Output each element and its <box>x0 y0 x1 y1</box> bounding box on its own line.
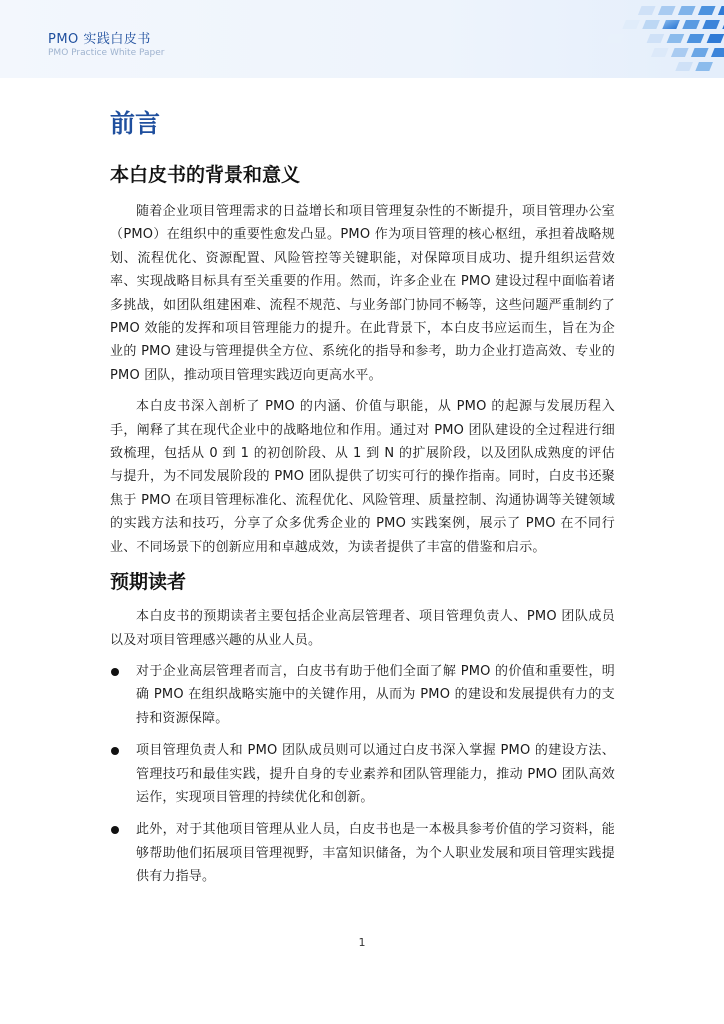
page-content <box>110 100 615 898</box>
bullet-dot-icon <box>111 747 119 755</box>
list-item-text: 对于企业高层管理者而言，白皮书有助于他们全面了解 PMO 的价值和重要性，明确 PMO 在组织战略实施中的关键作用，从而为 PMO 的建设和发展提供有力的支持和资源保障。 <box>136 663 615 726</box>
bullet-dot-icon <box>111 826 119 834</box>
list-item <box>110 660 615 730</box>
section-heading-readers: 预期读者 <box>110 571 187 594</box>
reader-bullet-list <box>110 660 615 889</box>
list-item-text: 项目管理负责人和 PMO 团队成员则可以通过白皮书深入掌握 PMO 的建设方法、管理技巧和最佳实践，提升自身的专业素养和团队管理能力，推动 PMO 团队高效运作，实现项目管理的持续优化和创新。 <box>136 743 615 805</box>
section-heading-background: 本白皮书的背景和意义 <box>110 164 301 186</box>
list-item <box>110 818 615 888</box>
header-subtitle: PMO Practice White Paper <box>48 48 165 58</box>
list-item-text: 此外，对于其他项目管理从业人员，白皮书也是一本极具参考价值的学习资料，能够帮助他们拓展项目管理视野，丰富知识储备，为个人职业发展和项目管理实践提供有力指导。 <box>136 822 615 885</box>
paragraph: 随着企业项目管理需求的日益增长和项目管理复杂性的不断提升，项目管理办公室（PMO）在组织中的重要性愈发凸显。PMO 作为项目管理的核心枢纽，承担着战略规划、流程优化、资源配置、风险管控等关键职能，对保障项目成功、提升组织运营效率、实现战略目标具有至关重要的作用。然而，许多企业在 PMO 建设过程中面临着诸多挑战，如团队组建困难、流程不规范、与业务部门协同不畅等，这些问题严重制约了 PMO 效能的发挥和项目管理能力的提升。在此背景下，本白皮书应运而生，旨在为企业的 PMO 建设与管理提供全方位、系统化的指导和参考，助力企业打造高效、专业的 PMO 团队，推动项目管理实践迈向更高水平。 <box>110 204 615 383</box>
page-number: 1 <box>358 936 366 949</box>
header-title: PMO 实践白皮书 <box>48 32 151 47</box>
paragraph: 本白皮书的预期读者主要包括企业高层管理者、项目管理负责人、PMO 团队成员以及对项目管理感兴趣的从业人员。 <box>110 609 615 648</box>
paragraph: 本白皮书深入剖析了 PMO 的内涵、价值与职能，从 PMO 的起源与发展历程入手，阐释了其在现代企业中的战略地位和作用。通过对 PMO 团队建设的全过程进行细致梳理，包括从 0 到 1 的初创阶段、从 1 到 N 的扩展阶段，以及团队成熟度的评估与提升，为不同发展阶段的 PMO 团队提供了切实可行的操作指南。同时，白皮书还聚焦于 PMO 在项目管理标准化、流程优化、风险管理、质量控制、沟通协调等关键领域的实践方法和技巧，分享了众多优秀企业的 PMO 实践案例，展示了 PMO 在不同行业、不同场景下的创新应用和卓越成效，为读者提供了丰富的借鉴和启示。 <box>110 399 615 555</box>
chapter-title: 前言 <box>110 109 161 138</box>
list-item <box>110 739 615 809</box>
header-decoration-graphic <box>524 0 724 78</box>
bullet-dot-icon <box>111 668 119 676</box>
page-header <box>0 0 724 78</box>
